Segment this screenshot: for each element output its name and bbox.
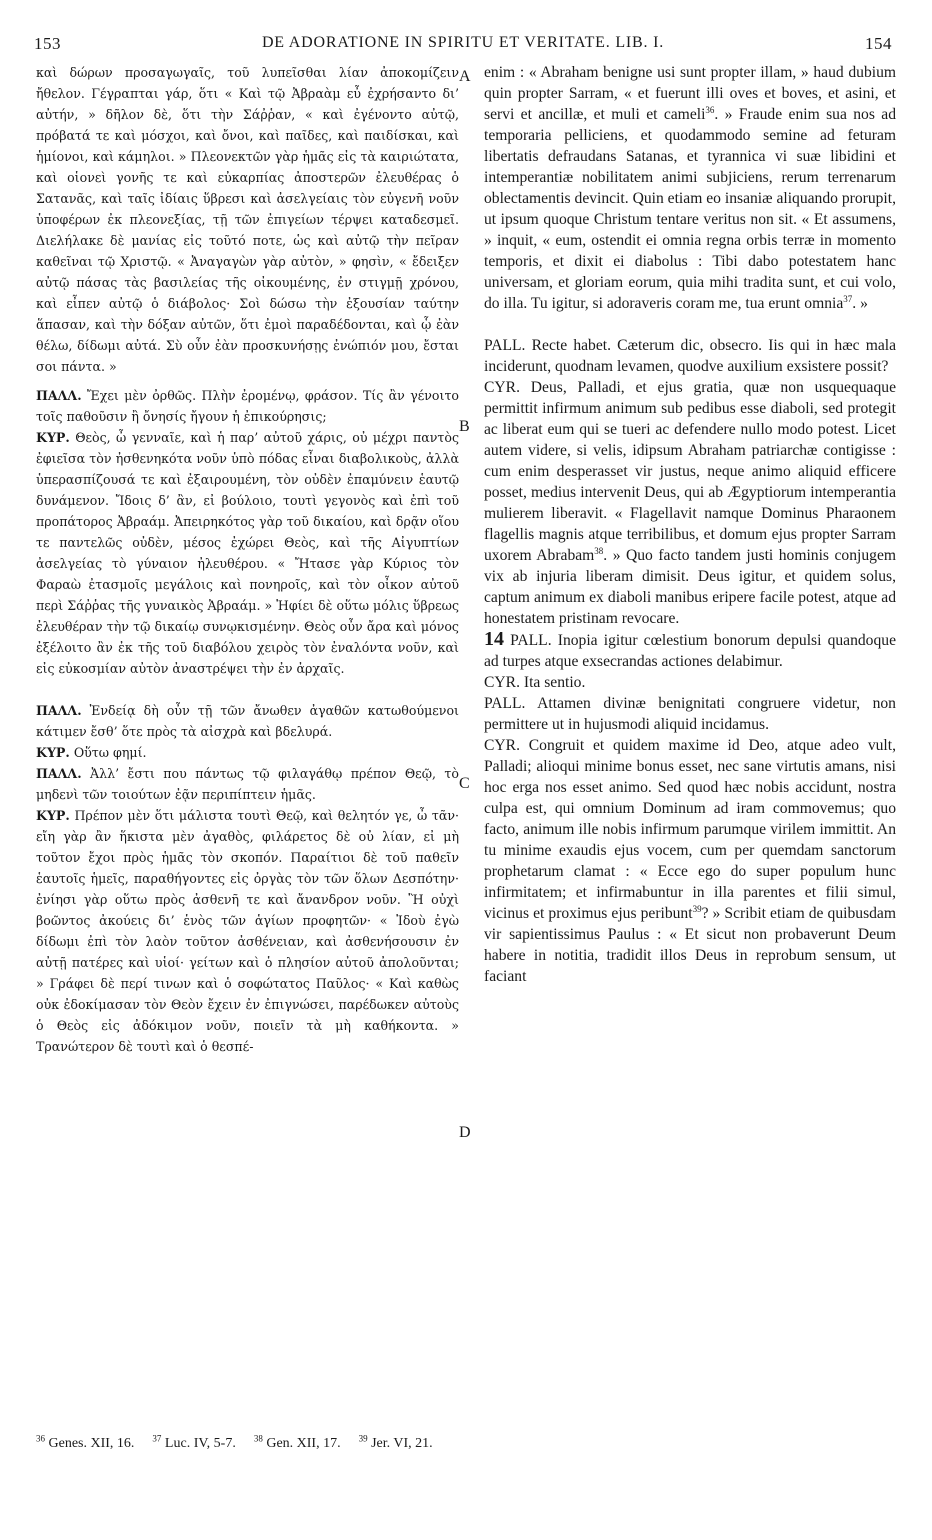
section-number: 14 — [484, 628, 504, 650]
greek-paragraph — [36, 62, 459, 377]
paragraph-text: Ita sentio. — [523, 674, 586, 691]
footnote-ref-text: Jer. VI, 21. — [371, 1436, 433, 1451]
footnote-ref-text: Gen. XII, 17. — [266, 1436, 341, 1451]
greek-paragraph — [36, 805, 459, 1057]
paragraph-text: . » — [852, 295, 868, 312]
speaker-label: PALL. — [484, 695, 526, 712]
latin-column — [484, 62, 896, 987]
paragraph-text: . » Quo facto tandem justi hominis conjugem vix ab injuria liberam dimisit. Deus igitur, et quidem solus, captum animum ex diaboli manibus eripere facile potest, atque ad honestatem pristinam revocare. — [484, 547, 896, 627]
greek-paragraph — [36, 427, 459, 679]
paragraph-text: ? » Scribit etiam de quibusdam vir sapientissimus Paulus : « Et sicut non probaverunt Deum habere in notitia, tradidit illos Deus in reprobum sensum, ut faciant — [484, 905, 896, 985]
latin-paragraph — [484, 335, 896, 377]
paragraph-text: καὶ δώρων προσαγωγαῖς, τοῦ λυπεῖσθαι λίαν ἀποκομίζειν ἤθελον. Γέγραπται γάρ, ὅτι « Καὶ τῷ Ἀβραὰμ εὖ ἐχρήσαντο δι’ αὐτήν, » δῆλον δὲ, ὅτι τὴν Σάῤῥαν, « καὶ ἐγένοντο αὐτῷ, πρόβατά τε καὶ μόσχοι, καὶ ὄνοι, καὶ παῖδες, καὶ παιδίσκαι, καὶ ἡμίονοι, καὶ κάμηλοι. » Πλεονεκτῶν γὰρ ἡμᾶς εἰς τὰ καιριώτατα, καὶ οἱονεὶ γονῆς τε καὶ εὐκαρπίας ἀποστερῶν ἐλευθέρας ὁ Σατανᾶς, καὶ ταῖς ἰδίαις ὕβρεσι καὶ ἀσελγείαις τὸν εὐγενῆ νοῦν ὑποφέρων ἐκ πλεονεξίας, τῇ τῶν ἐπιγείων τέρψει καταδεσμεῖ. Διελήλακε δὲ μανίας εἰς τοῦτό ποτε, ὡς καὶ αὐτῷ τὴν πεῖραν καθεῖναι τῷ Χριστῷ. « Ἀναγαγὼν γὰρ αὐτὸν, » φησὶν, « ἔδειξεν αὐτῷ πάσας τὰς βασιλείας τῆς οἰκουμένης, ἐν στιγμῇ χρόνου, καὶ εἶπεν αὐτῷ ὁ διάβολος· Σοὶ δώσω τὴν ἐξουσίαν ταύτην ἅπασαν, καὶ τὴν δόξαν αὐτῶν, ὅτι ἐμοὶ παραδέδονται, καὶ ᾧ ἐὰν θέλω, δίδωμι αὐτά. Σὺ οὖν ἐὰν προσκυνήσῃς ἐνώπιόν μου, ἔσται σοι πάντα. » — [36, 65, 459, 374]
speaker-label: ΚΥΡ. — [36, 745, 70, 760]
paragraph-text: Ἔχει μὲν ὀρθῶς. Πλὴν ἐρομένῳ, φράσον. Τίς ἂν γένοιτο τοῖς παθοῦσιν ἢ ὄνησίς ἤγουν ἡ ἐπικούρησις; — [36, 388, 459, 424]
footnote-ref: 36 — [705, 104, 715, 115]
latin-paragraph — [484, 693, 896, 735]
footnote-ref: 39 — [692, 903, 702, 914]
margin-letter-c: C — [459, 775, 470, 792]
speaker-label: PALL. — [510, 632, 552, 649]
margin-letter-d: D — [459, 1124, 471, 1141]
running-header — [34, 34, 892, 58]
speaker-label: ΚΥΡ. — [36, 430, 70, 445]
page-number-left: 153 — [34, 34, 61, 53]
speaker-label: ΠΑΛΛ. — [36, 388, 82, 403]
paragraph-text: Ἐνδείᾳ δὴ οὖν τῇ τῶν ἄνωθεν ἀγαθῶν κατωθούμενοι κάτιμεν ἔσθ’ ὅτε πρὸς τὰ αἰσχρὰ καὶ βδελυρά. — [36, 703, 459, 739]
paragraph-text: Ἀλλ’ ἔστι που πάντως τῷ φιλαγάθῳ πρέπον Θεῷ, τὸ μηδενὶ τῶν τοιούτων ἐᾷν περιπίπτειν ἡμᾶς. — [36, 766, 459, 802]
footnote-number: 39 — [358, 1433, 368, 1444]
footnote-number: 36 — [36, 1433, 45, 1444]
speaker-label: ΚΥΡ. — [36, 808, 70, 823]
paragraph-gap — [36, 377, 459, 385]
speaker-label: CYR. — [484, 379, 520, 396]
margin-letter-a: A — [459, 68, 471, 85]
footnote-ref: 38 — [594, 545, 604, 556]
paragraph-text: Recte habet. Cæterum dic, obsecro. Iis qui in hæc mala inciderunt, quodnam levamen, quodve auxilium exsistere possit? — [484, 337, 896, 375]
paragraph-text: Οὕτω φημί. — [73, 745, 147, 760]
latin-paragraph — [484, 629, 896, 672]
paragraph-gap — [36, 679, 459, 700]
footnotes — [36, 1433, 896, 1458]
paragraph-text: . » Fraude enim sua nos ad temporaria pelliciens, et quodammodo semine ad feturam libertatis defraudans Satanas, et tyrannica vi suæ libidini et intemperantiæ nobilitatem animi subjiciens, rerum terrenarum oblectamentis devincit. Quin etiam eo insaniæ aliquando prorupit, ut ipsum quoque Christum tentare veritus non sit. « Et assumens, » inquit, « eum, ostendit ei omnia regna orbis terræ in momento temporis, et dixit ei diabolus : Tibi dabo potestatem hanc universam, et gloriam eorum, quia mihi tradita sunt, et cui volo, do illa. Tu igitur, si adoraveris coram me, tua erunt omnia — [484, 106, 896, 312]
latin-paragraph — [484, 377, 896, 629]
paragraph-text: Πρέπον μὲν ὅτι μάλιστα τουτὶ Θεῷ, καὶ θελητόν γε, ὦ τᾶν· εἴη γὰρ ἂν ἥκιστα μὲν ἀγαθὸς, φιλάρετος δὲ οὐ λίαν, εἰ μὴ τοῦτον ἔχοι πρὸς ἡμᾶς τὸν σκοπόν. Παραίτιοι δὲ τοῦ παθεῖν ἑαυτοῖς ἡμεῖς, παραθήγοντες εἰς ὀργὰς τὸν τῶν ὅλων Δεσπότην· ἐνίησι γὰρ οὕτω πρὸς ἀσθενῆ τε καὶ ἄνανδρον νοῦν. Ἢ οὐχὶ βοῶντος ἀκούεις δι’ ἑνὸς τῶν ἁγίων προφητῶν· « Ἰδοὺ ἐγὼ δίδωμι ἐπὶ τὸν λαὸν τοῦτον ἀσθένειαν, καὶ ἀσθενήσουσιν ἐν αὐτῇ πατέρες καὶ υἱοί· γείτων καὶ ὁ πλησίον αὐτοῦ ἀπολοῦνται; » Γράφει δὲ περί τινων καὶ ὁ σοφώτατος Παῦλος· « Καὶ καθὼς οὐκ ἐδοκίμασαν τὸν Θεὸν ἔχειν ἐν ἐπιγνώσει, παρέδωκεν αὐτοὺς ὁ Θεὸς εἰς ἀδόκιμον νοῦν, ποιεῖν τὰ μὴ καθήκοντα. » Τρανώτερον δὲ τουτὶ καὶ ὁ θεσπέ- — [36, 808, 459, 1054]
speaker-label: CYR. — [484, 674, 520, 691]
footnote — [358, 1433, 433, 1451]
greek-column — [36, 62, 459, 1057]
page-number-right: 154 — [865, 34, 892, 53]
speaker-label: ΠΑΛΛ. — [36, 766, 82, 781]
speaker-label: CYR. — [484, 737, 520, 754]
greek-paragraph — [36, 700, 459, 742]
greek-paragraph — [36, 742, 459, 763]
margin-letter-b: B — [459, 418, 470, 435]
speaker-label: PALL. — [484, 337, 526, 354]
paragraph-text: Inopia igitur cœlestium bonorum depulsi quandoque ad turpes atque exsecrandas actiones delabimur. — [484, 632, 896, 670]
footnote — [36, 1433, 135, 1451]
latin-paragraph — [484, 62, 896, 314]
footnote-ref-text: Genes. XII, 16. — [48, 1436, 135, 1451]
footnote-number: 38 — [253, 1433, 263, 1444]
paragraph-gap — [484, 314, 896, 335]
paragraph-text: enim : « Abraham benigne usi sunt propter illam, » haud dubium quin propter Sarram, « et fuerunt illi oves et boves, et asini, et servi et ancillæ, et muli et cameli — [484, 64, 896, 123]
paragraph-text: Θεὸς, ὦ γενναῖε, καὶ ἡ παρ’ αὐτοῦ χάρις, οὐ μέχρι παντὸς ἐφιεῖσα τὸν ἠσθενηκότα νοῦν ὑπὸ πόδας εἶναι διαβολικοὺς, ἀλλὰ ὑπερασπίζουσά τε καὶ ἐξαιρουμένη, τὸν οὐδὲν ἐπαμύνειν ἑαυτῷ δυνάμενον. Ἴδοις δ’ ἂν, εἰ βούλοιο, τουτὶ γεγονὸς καὶ ἐπὶ τοῦ προπάτορος Ἀβραάμ. Ἀπειρηκότος γὰρ τοῦ δικαίου, καὶ δρᾷν οἵου τε παντελῶς οὐδὲν, μέσος ἐχώρει Θεὸς, καὶ τῆς Αἰγυπτίων ἀσελγείας τὸ γύναιον ἠλευθέρου. « Ἤτασε γὰρ Κύριος τὸν Φαραὼ ἐτασμοῖς μεγάλοις καὶ πονηροῖς, καὶ τὸν οἶκον αὐτοῦ περὶ Σάῤῥας τῆς γυναικὸς Ἀβραάμ. » Ἠφίει δὲ οὕτω μόλις ὕβρεως ἐλευθέραν τὴν τῷ δικαίῳ συνῳκισμένην. Θεὸς οὖν ἄρα καὶ μόνος ἐξέλοιτο ἂν ἐκ τῆς τοῦ διαβόλου χειρὸς τὸν ἐναλόντα νοῦν, καὶ εἰς εὐκοσμίαν αὐτὸν ἀναστρέψει τὴν ἐν ἀρχαῖς. — [36, 430, 459, 676]
paragraph-text: Congruit et quidem maxime id Deo, atque adeo vult, Palladi; alioqui minime bonus esset, nec sane virtutis amans, nisi hoc erga nos esset animo. Sed quod hæc nobis accidunt, nostra culpa est, qui omnium Dominum ad iram commovemus; quo facto, animum ille nobis infirmum parumque virilem immittit. An tu minime exaudis ejus vocem, cum per quemdam sanctorum prophetarum clamat : « Ecce ego do super populum hunc infirmitatem; et infirmabuntur in illa parentes et filii simul, vicinus et proximus ejus peribunt — [484, 737, 896, 922]
paragraph-text: Deus, Palladi, et ejus gratia, quæ non usquequaque permittit infirmum animum sub pedibus esse diaboli, sed protegit ac liberat eum qui se tueri ac defendere nullo modo potest. Licet autem videre, si velis, idipsum Abraham patriarchæ contigisse : cum enim desperasset vir justus, neque animo aliquid efficere posset, medius intervenit Deus, qui ab Ægyptiorum intemperantia mulierem liberavit. « Flagellavit namque Dominus Pharaonem flagellis magnis atque terribilibus, et domum ejus propter Sarram uxorem Abrabam — [484, 379, 896, 564]
latin-paragraph — [484, 735, 896, 987]
footnote — [253, 1433, 341, 1451]
footnote-ref-text: Luc. IV, 5-7. — [164, 1436, 236, 1451]
greek-paragraph — [36, 763, 459, 805]
greek-paragraph — [36, 385, 459, 427]
running-title: DE ADORATIONE IN SPIRITU ET VERITATE. LIB. I. — [261, 34, 665, 51]
footnote-ref: 37 — [843, 293, 853, 304]
footnote-number: 37 — [152, 1433, 162, 1444]
footnote — [152, 1433, 236, 1451]
speaker-label: ΠΑΛΛ. — [36, 703, 82, 718]
latin-paragraph — [484, 672, 896, 693]
paragraph-text: Attamen divinæ benignitati congruere videtur, non permittere ut in hujusmodi aliquid incidamus. — [484, 695, 896, 733]
